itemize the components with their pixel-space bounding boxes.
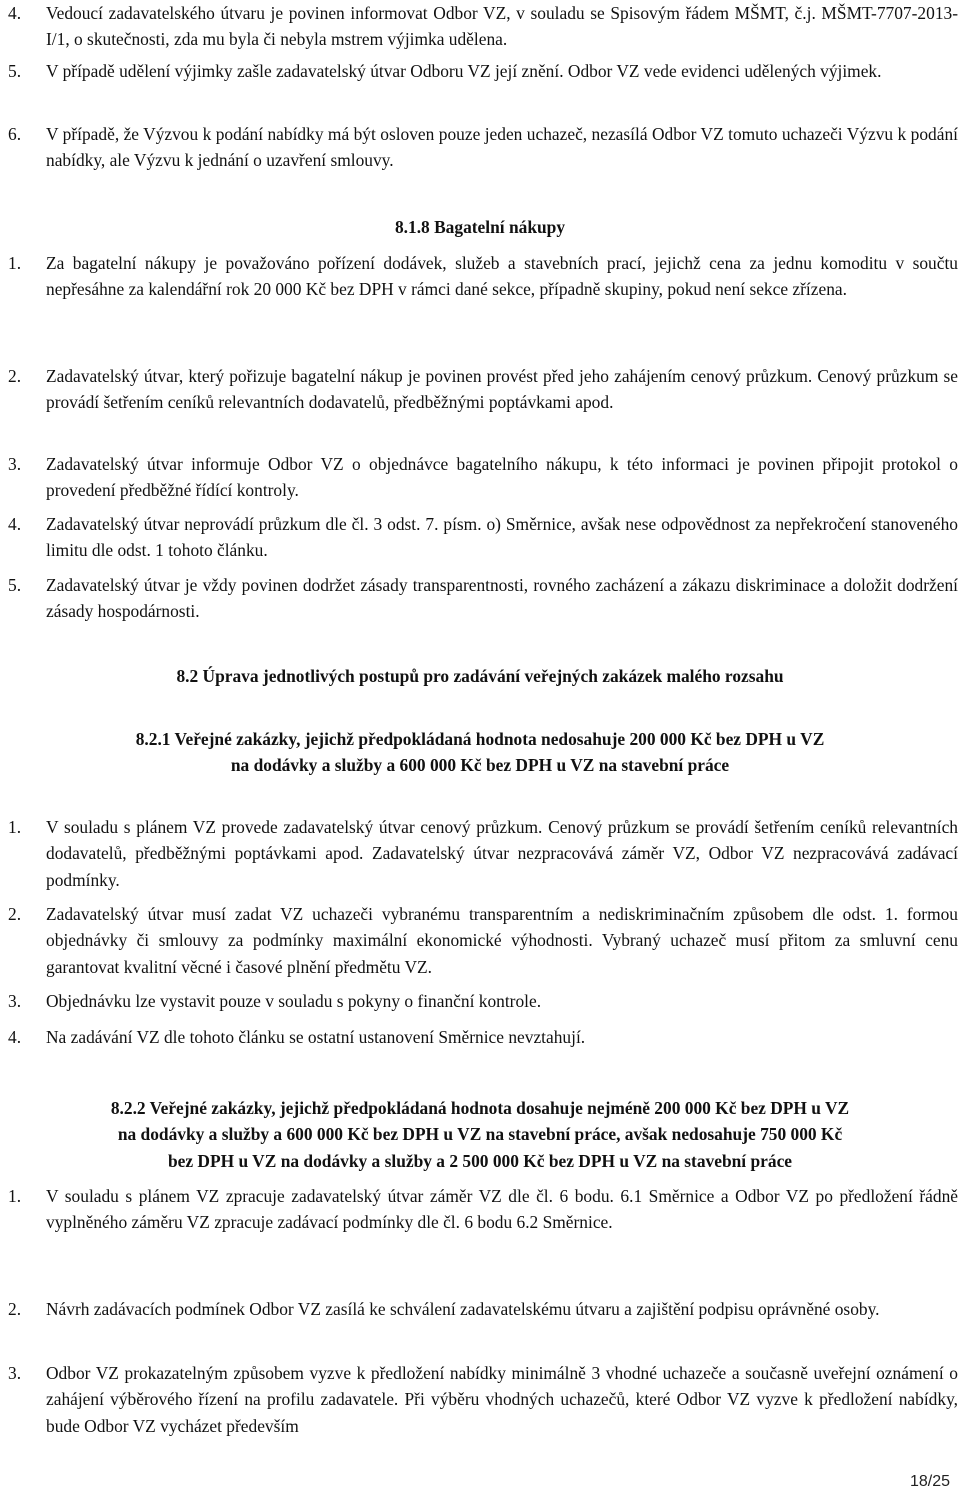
list-item [8, 901, 958, 988]
item-text: Zadavatelský útvar informuje Odbor VZ o objednávce bagatelního nákupu, k této informaci je povinen připojit protokol o provedení předběžné řídící kontroly. [46, 454, 958, 501]
item-number: 2. [8, 904, 22, 924]
item-number: 5. [8, 575, 22, 595]
item-text: Zadavatelský útvar je vždy povinen dodržet zásady transparentnosti, rovného zacházení a zákazu diskriminace a doložit dodržení zásady hospodárnosti. [46, 575, 958, 622]
list-item [8, 988, 958, 1024]
list-item [8, 1183, 958, 1296]
section-heading-822 [0, 1095, 960, 1174]
top-items-list [8, 0, 958, 174]
list-item [8, 1360, 958, 1439]
item-text: Na zadávání VZ dle tohoto článku se ostatní ustanovení Směrnice nevztahují. [46, 1027, 586, 1047]
heading-line: na dodávky a služby a 600 000 Kč bez DPH u VZ na stavební práce [230, 755, 730, 776]
item-text: Vedoucí zadavatelského útvaru je povinen informovat Odbor VZ, v souladu se Spisovým řádem MŠMT, č.j. MŠMT-7707-2013-I/1, o skutečnosti, zda mu byla či nebyla mstrem výjimka udělena. [46, 3, 958, 50]
list-item [8, 572, 958, 625]
item-text: V souladu s plánem VZ provede zadavatelský útvar cenový průzkum. Cenový průzkum se provádí šetřením ceníků relevantních dodavatelů, předběžnými poptávkami apod. Zadavatelský útvar nezpracovává záměr VZ, Odbor VZ nezpracovává zadávací podmínky. [46, 817, 958, 890]
section-822-list [8, 1183, 958, 1439]
list-item [8, 250, 958, 363]
item-number: 3. [8, 991, 22, 1011]
section-821-list [8, 814, 958, 1050]
item-number: 2. [8, 366, 22, 386]
item-number: 4. [8, 514, 22, 534]
page-number: 18/25 [909, 1473, 950, 1490]
item-number: 2. [8, 1299, 22, 1319]
item-text: Zadavatelský útvar neprovádí průzkum dle čl. 3 odst. 7. písm. o) Směrnice, avšak nese odpovědnost za nepřekročení stanoveného limitu dle odst. 1 tohoto článku. [46, 514, 958, 561]
heading-line: bez DPH u VZ na dodávky a služby a 2 500 000 Kč bez DPH u VZ na stavební práce [167, 1150, 793, 1171]
section-heading-821 [0, 726, 960, 779]
item-text: V případě udělení výjimky zašle zadavatelský útvar Odboru VZ její znění. Odbor VZ vede evidenci udělených výjimek. [46, 61, 882, 81]
item-text: Odbor VZ prokazatelným způsobem vyzve k předložení nabídky minimálně 3 vhodné uchazeče a současně uveřejní oznámení o zahájení výběrového řízení na profilu zadavatele. Při výběru vhodných uchazečů, které Odbor VZ vyzve k předložení nabídky, bude Odbor VZ vycházet především [46, 1363, 958, 1436]
list-item [8, 363, 958, 451]
item-text: V případě, že Výzvou k podání nabídky má být osloven pouze jeden uchazeč, nezasílá Odbor VZ tomuto uchazeči Výzvu k podání nabídky, ale Výzvu k jednání o uzavření smlouvy. [46, 124, 958, 171]
list-item [8, 511, 958, 572]
item-text: Objednávku lze vystavit pouze v souladu s pokyny o finanční kontrole. [46, 991, 542, 1011]
item-number: 3. [8, 454, 22, 474]
list-item [8, 814, 958, 901]
item-number: 4. [8, 3, 22, 23]
item-text: Zadavatelský útvar, který pořizuje bagatelní nákup je povinen provést před jeho zahájením cenový průzkum. Cenový průzkum se provádí šetřením ceníků relevantních dodavatelů, předběžnými poptávkami apod. [46, 366, 958, 413]
item-text: Zadavatelský útvar musí zadat VZ uchazeči vybranému transparentním a nediskriminačním způsobem dle odst. 1. formou objednávky či smlouvy za podmínky maximální ekonomické výhodnosti. Vybraný uchazeč musí přitom za smluvní cenu garantovat kvalitní věcné i časové plnění předmětu VZ. [46, 904, 958, 977]
section-818-list [8, 250, 958, 625]
list-item [8, 451, 958, 511]
item-number: 5. [8, 61, 22, 81]
item-number: 6. [8, 124, 22, 144]
item-number: 1. [8, 1186, 22, 1206]
list-item [8, 121, 958, 174]
item-text: Návrh zadávacích podmínek Odbor VZ zasílá ke schválení zadavatelskému útvaru a zajištění podpisu oprávněné osoby. [46, 1299, 880, 1319]
list-item [8, 1296, 958, 1360]
heading-line: 8.2.2 Veřejné zakázky, jejichž předpokládaná hodnota dosahuje nejméně 200 000 Kč bez DPH u VZ [110, 1098, 850, 1118]
item-number: 1. [8, 253, 22, 273]
list-item [8, 1024, 958, 1050]
item-text: Za bagatelní nákupy je považováno pořízení dodávek, služeb a stavebních prací, jejichž cena za jednu komoditu v součtu nepřesáhne za kalendářní rok 20 000 Kč bez DPH v rámci dané sekce, případně skupiny, pokud není sekce zřízena. [46, 253, 958, 300]
item-number: 1. [8, 817, 22, 837]
section-heading-82: 8.2 Úprava jednotlivých postupů pro zadávání veřejných zakázek malého rozsahu [176, 666, 784, 686]
heading-line: 8.2.1 Veřejné zakázky, jejichž předpokládaná hodnota nedosahuje 200 000 Kč bez DPH u VZ [135, 729, 825, 749]
item-number: 4. [8, 1027, 22, 1047]
section-heading-818: 8.1.8 Bagatelní nákupy [394, 217, 566, 237]
item-number: 3. [8, 1363, 22, 1383]
list-item [8, 0, 958, 58]
heading-line: na dodávky a služby a 600 000 Kč bez DPH u VZ na stavební práce, avšak nedosahuje 750 000 Kč [117, 1124, 843, 1145]
item-text: V souladu s plánem VZ zpracuje zadavatelský útvar záměr VZ dle čl. 6 bodu. 6.1 Směrnice a Odbor VZ po předložení řádně vyplněného záměru VZ zpracuje zadávací podmínky dle čl. 6 bodu 6.2 Směrnice. [46, 1186, 958, 1233]
list-item [8, 58, 958, 121]
